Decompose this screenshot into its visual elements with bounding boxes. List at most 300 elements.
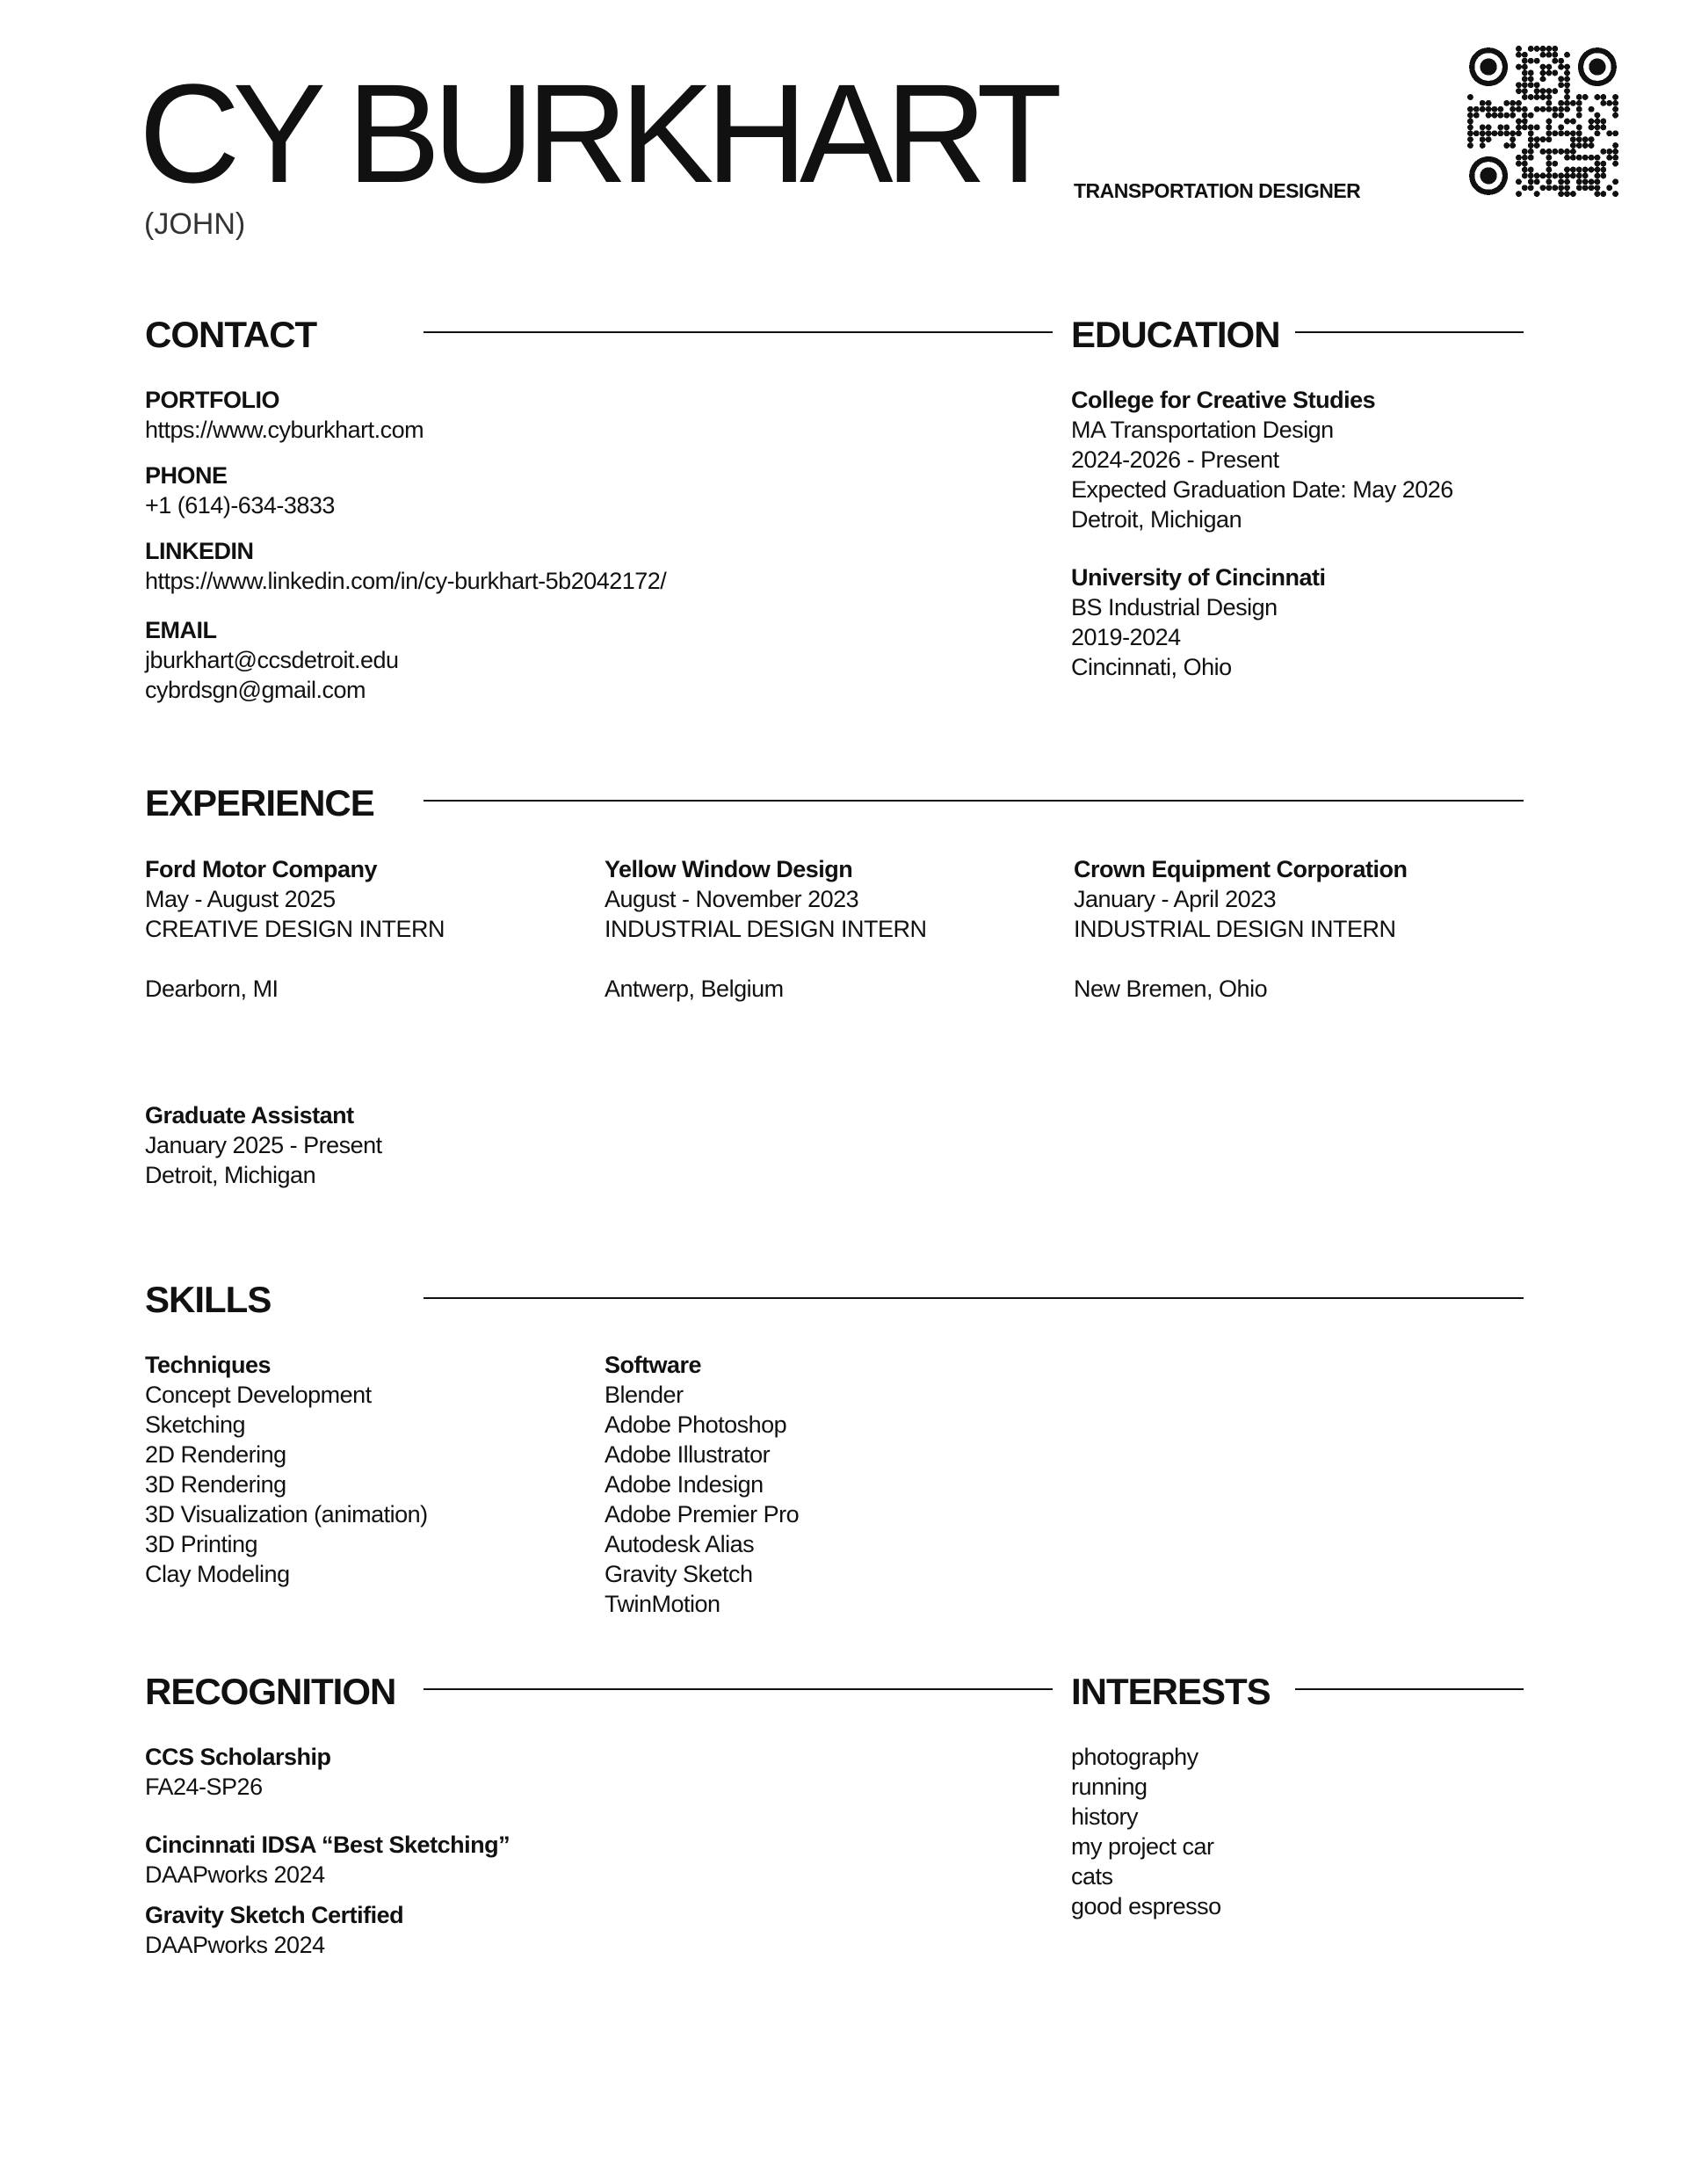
qr-module xyxy=(1522,124,1528,130)
software-list xyxy=(605,1350,1044,1619)
qr-module xyxy=(1612,149,1618,155)
qr-module xyxy=(1480,106,1486,112)
dates: January 2025 - Present xyxy=(145,1132,382,1158)
location: Dearborn, MI xyxy=(145,976,279,1002)
list-item: 3D Visualization (animation) xyxy=(145,1501,428,1527)
qr-module xyxy=(1564,100,1570,106)
qr-module xyxy=(1582,172,1589,178)
experience-entry xyxy=(145,854,584,1004)
qr-module xyxy=(1522,161,1528,167)
qr-module xyxy=(1594,130,1600,136)
qr-module xyxy=(1534,94,1540,100)
qr-module xyxy=(1510,100,1516,106)
qr-module xyxy=(1564,167,1570,173)
qr-module xyxy=(1552,52,1558,58)
qr-module xyxy=(1564,82,1570,88)
list-item: Adobe Indesign xyxy=(605,1471,764,1498)
qr-module xyxy=(1564,64,1570,70)
qr-module xyxy=(1528,112,1534,119)
qr-module xyxy=(1612,191,1618,197)
award-title: Cincinnati IDSA “Best Sketching” xyxy=(145,1832,510,1858)
award-detail: DAAPworks 2024 xyxy=(145,1861,325,1888)
qr-module xyxy=(1558,112,1564,119)
qr-module xyxy=(1510,112,1516,119)
qr-module xyxy=(1486,100,1492,106)
qr-module xyxy=(1564,149,1570,155)
list-item: Adobe Illustrator xyxy=(605,1441,771,1468)
qr-module xyxy=(1594,161,1600,167)
qr-module xyxy=(1467,130,1473,136)
qr-module xyxy=(1503,100,1510,106)
degree: BS Industrial Design xyxy=(1071,594,1278,620)
qr-module xyxy=(1576,167,1582,173)
qr-module xyxy=(1528,94,1534,100)
qr-module xyxy=(1480,130,1486,136)
qr-module xyxy=(1564,70,1570,76)
qr-module xyxy=(1540,172,1546,178)
qr-module xyxy=(1516,106,1522,112)
qr-module xyxy=(1570,130,1576,136)
award-title: CCS Scholarship xyxy=(145,1744,331,1770)
list-item: good espresso xyxy=(1071,1893,1221,1919)
dates: 2019-2024 xyxy=(1071,624,1181,650)
qr-module xyxy=(1516,88,1522,94)
qr-module xyxy=(1546,124,1552,130)
qr-module xyxy=(1492,106,1498,112)
qr-module xyxy=(1564,106,1570,112)
qr-module xyxy=(1570,172,1576,178)
qr-module xyxy=(1594,94,1600,100)
qr-module xyxy=(1612,161,1618,167)
software-label: Software xyxy=(605,1352,702,1378)
qr-module xyxy=(1600,94,1606,100)
qr-module xyxy=(1600,167,1606,173)
qr-module xyxy=(1540,52,1546,58)
qr-module xyxy=(1558,64,1564,70)
qr-module xyxy=(1522,94,1528,100)
qr-module xyxy=(1564,76,1570,82)
qr-module xyxy=(1576,112,1582,119)
list-item: 2D Rendering xyxy=(145,1441,286,1468)
qr-module xyxy=(1540,64,1546,70)
qr-module xyxy=(1522,119,1528,125)
qr-module xyxy=(1589,119,1595,125)
qr-module xyxy=(1558,106,1564,112)
list-item: cats xyxy=(1071,1863,1113,1890)
qr-module xyxy=(1570,155,1576,161)
qr-module xyxy=(1589,167,1595,173)
qr-module xyxy=(1540,76,1546,82)
qr-module xyxy=(1528,82,1534,88)
company-name: Ford Motor Company xyxy=(145,856,377,882)
list-item: Sketching xyxy=(145,1411,246,1438)
qr-module xyxy=(1546,100,1552,106)
qr-module xyxy=(1552,46,1558,52)
qr-module xyxy=(1546,136,1552,142)
qr-module xyxy=(1564,155,1570,161)
qr-module xyxy=(1503,130,1510,136)
qr-module xyxy=(1528,142,1534,149)
experience-heading: EXPERIENCE xyxy=(145,782,374,824)
location: Cincinnati, Ohio xyxy=(1071,654,1232,680)
education-section xyxy=(1071,385,1598,682)
dates: August - November 2023 xyxy=(605,886,859,912)
techniques-list xyxy=(145,1350,584,1589)
qr-module xyxy=(1576,124,1582,130)
qr-module xyxy=(1510,130,1516,136)
qr-module xyxy=(1594,191,1600,197)
qr-module xyxy=(1540,106,1546,112)
qr-module xyxy=(1594,167,1600,173)
nickname: (JOHN) xyxy=(144,207,246,241)
qr-module xyxy=(1486,130,1492,136)
qr-module xyxy=(1516,46,1522,52)
skills-heading: SKILLS xyxy=(145,1279,272,1320)
qr-module xyxy=(1576,130,1582,136)
qr-module xyxy=(1528,76,1534,82)
list-item: my project car xyxy=(1071,1833,1214,1860)
portfolio-label: PORTFOLIO xyxy=(145,387,279,413)
school-name: University of Cincinnati xyxy=(1071,564,1326,591)
qr-module xyxy=(1473,106,1480,112)
location: New Bremen, Ohio xyxy=(1074,976,1268,1002)
qr-module xyxy=(1612,100,1618,106)
qr-module xyxy=(1582,167,1589,173)
dates: May - August 2025 xyxy=(145,886,336,912)
qr-module xyxy=(1558,82,1564,88)
qr-module xyxy=(1516,155,1522,161)
qr-module xyxy=(1600,191,1606,197)
qr-module xyxy=(1522,64,1528,70)
qr-module xyxy=(1570,100,1576,106)
qr-module xyxy=(1570,119,1576,125)
qr-module xyxy=(1589,124,1595,130)
dates: January - April 2023 xyxy=(1074,886,1277,912)
qr-module xyxy=(1606,130,1612,136)
qr-module xyxy=(1486,112,1492,119)
list-item: Concept Development xyxy=(145,1382,372,1408)
qr-module xyxy=(1564,178,1570,185)
qr-module xyxy=(1510,142,1516,149)
graduation-date: Expected Graduation Date: May 2026 xyxy=(1071,476,1453,503)
qr-module xyxy=(1546,64,1552,70)
qr-module xyxy=(1516,82,1522,88)
qr-module xyxy=(1546,94,1552,100)
contact-heading: CONTACT xyxy=(145,314,317,355)
qr-module xyxy=(1516,161,1522,167)
qr-module xyxy=(1600,119,1606,125)
qr-module xyxy=(1594,178,1600,185)
qr-module xyxy=(1473,112,1480,119)
qr-module xyxy=(1546,161,1552,167)
resume-name: CY BURKHART xyxy=(139,54,1055,212)
qr-module xyxy=(1534,58,1540,64)
qr-module xyxy=(1552,88,1558,94)
list-item: 3D Printing xyxy=(145,1531,258,1557)
qr-module xyxy=(1516,52,1522,58)
qr-module xyxy=(1576,94,1582,100)
qr-module xyxy=(1546,88,1552,94)
list-item: 3D Rendering xyxy=(145,1471,286,1498)
list-item: Clay Modeling xyxy=(145,1561,290,1587)
qr-module xyxy=(1558,130,1564,136)
qr-module xyxy=(1516,100,1522,106)
qr-module xyxy=(1564,52,1570,58)
qr-module xyxy=(1522,149,1528,155)
qr-module xyxy=(1589,106,1595,112)
qr-module xyxy=(1582,185,1589,191)
qr-module xyxy=(1467,124,1473,130)
school-name: College for Creative Studies xyxy=(1071,387,1376,413)
qr-module xyxy=(1528,46,1534,52)
qr-module xyxy=(1552,161,1558,167)
phone-value[interactable]: +1 (614)-634-3833 xyxy=(145,492,335,519)
qr-module xyxy=(1528,130,1534,136)
qr-module xyxy=(1497,130,1503,136)
interests-heading: INTERESTS xyxy=(1071,1671,1271,1712)
qr-module xyxy=(1570,191,1576,197)
qr-module xyxy=(1486,124,1492,130)
qr-module xyxy=(1600,161,1606,167)
list-item: history xyxy=(1071,1803,1139,1830)
linkedin-label: LINKEDIN xyxy=(145,538,254,564)
qr-module xyxy=(1497,106,1503,112)
qr-module xyxy=(1528,124,1534,130)
qr-module xyxy=(1576,172,1582,178)
email-primary[interactable]: jburkhart@ccsdetroit.edu xyxy=(145,647,399,673)
qr-module xyxy=(1522,155,1528,161)
qr-module xyxy=(1540,185,1546,191)
qr-module xyxy=(1576,178,1582,185)
qr-module xyxy=(1516,130,1522,136)
qr-module xyxy=(1558,178,1564,185)
qr-module xyxy=(1612,155,1618,161)
qr-module xyxy=(1546,185,1552,191)
qr-module xyxy=(1594,112,1600,119)
list-item: Autodesk Alias xyxy=(605,1531,755,1557)
qr-module xyxy=(1570,167,1576,173)
qr-module xyxy=(1558,185,1564,191)
qr-module xyxy=(1576,136,1582,142)
qr-module xyxy=(1534,124,1540,130)
linkedin-link[interactable]: https://www.linkedin.com/in/cy-burkhart-5b2042172/ xyxy=(145,568,667,594)
list-item: Adobe Premier Pro xyxy=(605,1501,800,1527)
qr-module xyxy=(1503,124,1510,130)
dates: 2024-2026 - Present xyxy=(1071,446,1279,473)
qr-module xyxy=(1546,155,1552,161)
qr-module xyxy=(1522,76,1528,82)
qr-module xyxy=(1516,64,1522,70)
qr-module xyxy=(1546,70,1552,76)
qr-module xyxy=(1589,142,1595,149)
qr-module xyxy=(1589,185,1595,191)
qr-module xyxy=(1480,136,1486,142)
interests-list xyxy=(1071,1742,1598,1921)
qr-module xyxy=(1558,100,1564,106)
email-secondary[interactable]: cybrdsgn@gmail.com xyxy=(145,677,366,703)
qr-module xyxy=(1534,142,1540,149)
qr-module xyxy=(1528,70,1534,76)
qr-module xyxy=(1564,94,1570,100)
education-divider xyxy=(1295,331,1524,333)
qr-module xyxy=(1552,106,1558,112)
qr-module xyxy=(1534,191,1540,197)
email-label: EMAIL xyxy=(145,617,217,643)
qr-module xyxy=(1467,136,1473,142)
qr-module xyxy=(1564,88,1570,94)
experience-divider xyxy=(424,800,1524,802)
qr-module xyxy=(1546,52,1552,58)
qr-module xyxy=(1503,112,1510,119)
qr-module xyxy=(1576,106,1582,112)
list-item: photography xyxy=(1071,1744,1198,1770)
experience-entry xyxy=(1074,854,1601,1004)
qr-module xyxy=(1606,185,1612,191)
interests-divider xyxy=(1295,1688,1524,1690)
contact-section xyxy=(145,385,936,705)
experience-entry xyxy=(605,854,1044,1004)
qr-code-icon[interactable] xyxy=(1467,46,1618,197)
qr-module xyxy=(1552,112,1558,119)
qr-module xyxy=(1516,178,1522,185)
qr-module xyxy=(1582,155,1589,161)
list-item: Gravity Sketch xyxy=(605,1561,753,1587)
position: INDUSTRIAL DESIGN INTERN xyxy=(1074,916,1396,942)
qr-module xyxy=(1510,136,1516,142)
qr-module xyxy=(1546,119,1552,125)
qr-module xyxy=(1480,100,1486,106)
portfolio-link[interactable]: https://www.cyburkhart.com xyxy=(145,417,424,443)
qr-module xyxy=(1576,155,1582,161)
qr-module xyxy=(1497,124,1503,130)
qr-module xyxy=(1467,119,1473,125)
qr-module xyxy=(1564,185,1570,191)
qr-module xyxy=(1540,70,1546,76)
qr-module xyxy=(1594,155,1600,161)
qr-module xyxy=(1558,191,1564,197)
qr-module xyxy=(1528,178,1534,185)
qr-module xyxy=(1576,185,1582,191)
qr-module xyxy=(1558,124,1564,130)
qr-module xyxy=(1606,149,1612,155)
recognition-section xyxy=(145,1742,936,1960)
qr-module xyxy=(1594,119,1600,125)
location: Detroit, Michigan xyxy=(1071,506,1242,533)
qr-module xyxy=(1589,136,1595,142)
qr-module xyxy=(1528,155,1534,161)
qr-module xyxy=(1600,172,1606,178)
qr-module xyxy=(1467,142,1473,149)
qr-module xyxy=(1492,130,1498,136)
list-item: running xyxy=(1071,1774,1148,1800)
qr-module xyxy=(1546,167,1552,173)
qr-module xyxy=(1546,106,1552,112)
phone-label: PHONE xyxy=(145,462,228,489)
qr-module xyxy=(1534,172,1540,178)
qr-module xyxy=(1558,149,1564,155)
qr-module xyxy=(1564,172,1570,178)
qr-module xyxy=(1552,149,1558,155)
location: Antwerp, Belgium xyxy=(605,976,784,1002)
qr-module xyxy=(1612,112,1618,119)
position: CREATIVE DESIGN INTERN xyxy=(145,916,445,942)
qr-module xyxy=(1534,46,1540,52)
qr-module xyxy=(1467,112,1473,119)
qr-module xyxy=(1552,58,1558,64)
qr-module xyxy=(1612,130,1618,136)
qr-module xyxy=(1522,52,1528,58)
award-detail: FA24-SP26 xyxy=(145,1774,263,1800)
recognition-divider xyxy=(424,1688,1053,1690)
award-title: Gravity Sketch Certified xyxy=(145,1902,404,1928)
qr-module xyxy=(1540,94,1546,100)
qr-module xyxy=(1534,178,1540,185)
qr-module xyxy=(1480,142,1486,149)
qr-module xyxy=(1534,136,1540,142)
qr-module xyxy=(1503,142,1510,149)
qr-module xyxy=(1600,100,1606,106)
company-name: Crown Equipment Corporation xyxy=(1074,856,1408,882)
qr-module xyxy=(1522,58,1528,64)
qr-module xyxy=(1486,106,1492,112)
qr-module xyxy=(1528,58,1534,64)
qr-module xyxy=(1510,106,1516,112)
qr-module xyxy=(1606,100,1612,106)
qr-module xyxy=(1558,76,1564,82)
recognition-heading: RECOGNITION xyxy=(145,1671,396,1712)
qr-module xyxy=(1528,172,1534,178)
qr-module xyxy=(1546,46,1552,52)
qr-module xyxy=(1467,94,1473,100)
qr-module xyxy=(1492,112,1498,119)
qr-module xyxy=(1582,136,1589,142)
qr-module xyxy=(1534,82,1540,88)
skills-divider xyxy=(424,1297,1524,1299)
qr-module xyxy=(1600,124,1606,130)
qr-module xyxy=(1582,178,1589,185)
job-title: TRANSPORTATION DESIGNER xyxy=(1074,179,1361,202)
qr-module xyxy=(1564,130,1570,136)
qr-module xyxy=(1546,172,1552,178)
assistant-entry xyxy=(145,1100,584,1190)
award-detail: DAAPworks 2024 xyxy=(145,1932,325,1958)
qr-module xyxy=(1473,130,1480,136)
qr-module xyxy=(1558,58,1564,64)
qr-module xyxy=(1594,172,1600,178)
qr-module xyxy=(1467,106,1473,112)
qr-module xyxy=(1522,167,1528,173)
qr-module xyxy=(1522,106,1528,112)
list-item: TwinMotion xyxy=(605,1591,720,1617)
list-item: Adobe Photoshop xyxy=(605,1411,787,1438)
degree: MA Transportation Design xyxy=(1071,417,1334,443)
qr-module xyxy=(1552,130,1558,136)
qr-module xyxy=(1528,136,1534,142)
qr-module xyxy=(1522,185,1528,191)
qr-module xyxy=(1600,149,1606,155)
qr-module xyxy=(1612,142,1618,149)
qr-module xyxy=(1612,106,1618,112)
qr-module xyxy=(1516,124,1522,130)
qr-module xyxy=(1612,178,1618,185)
qr-module xyxy=(1522,88,1528,94)
qr-module xyxy=(1594,185,1600,191)
qr-module xyxy=(1589,155,1595,161)
qr-module xyxy=(1540,88,1546,94)
qr-module xyxy=(1528,149,1534,155)
qr-module xyxy=(1546,149,1552,155)
qr-module xyxy=(1570,142,1576,149)
